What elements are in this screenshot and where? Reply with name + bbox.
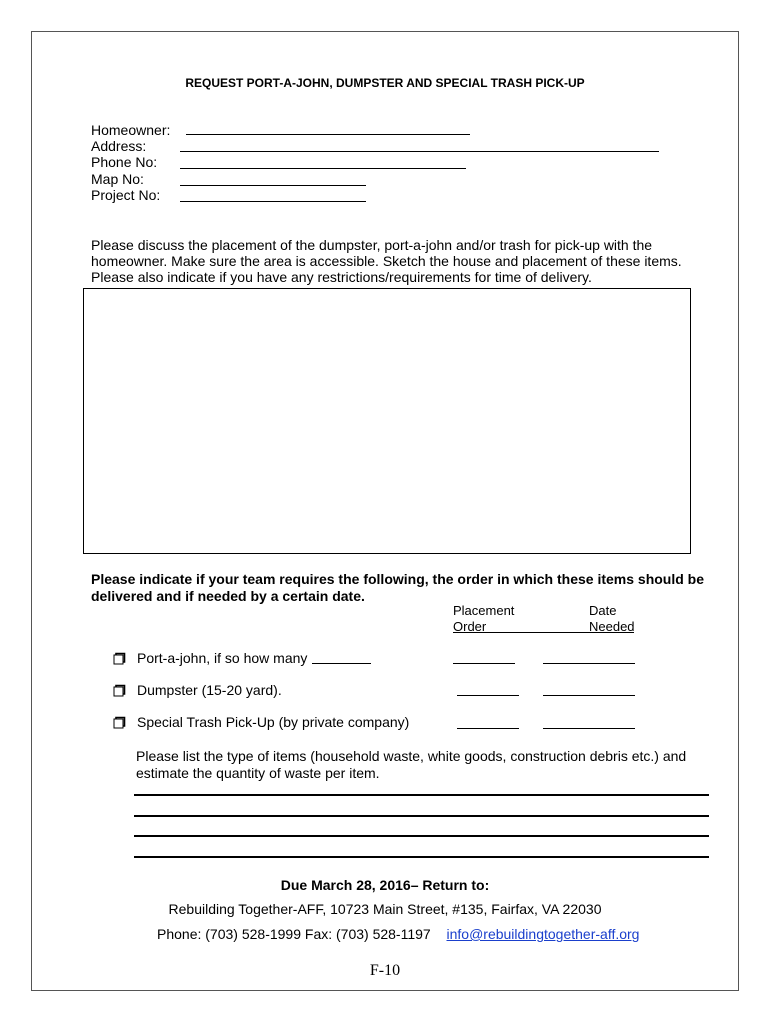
requirements-heading-1: Please indicate if your team requires the following, the order in which these items should be <box>91 571 705 587</box>
form-title: REQUEST PORT-A-JOHN, DUMPSTER AND SPECIAL TRASH PICK-UP <box>185 76 585 90</box>
map-field[interactable] <box>180 185 366 186</box>
waste-list-line-2[interactable] <box>134 815 709 817</box>
column-header-underline <box>453 632 634 633</box>
item-special-trash: Special Trash Pick-Up (by private company) <box>137 714 410 730</box>
phone-field[interactable] <box>180 168 466 169</box>
item-port-a-john: Port-a-john, if so how many <box>137 650 308 666</box>
special-trash-checkbox[interactable] <box>113 716 126 729</box>
map-label: Map No: <box>91 171 144 187</box>
col-placement-label-1: Placement <box>453 603 515 618</box>
waste-list-line-3[interactable] <box>134 835 709 837</box>
instructions-line-1: Please discuss the placement of the dumpster, port-a-john and/or trash for pick-up with the <box>91 237 653 253</box>
contact-line <box>157 926 639 942</box>
requirements-heading-2: delivered and if needed by a certain date. <box>91 588 365 604</box>
list-instructions-1: Please list the type of items (household waste, white goods, construction debris etc.) and <box>136 748 687 764</box>
page-number: F-10 <box>369 962 401 979</box>
port-a-john-quantity-field[interactable] <box>312 663 371 664</box>
homeowner-label: Homeowner: <box>91 122 171 138</box>
item-dumpster: Dumpster (15-20 yard). <box>137 682 282 698</box>
col-date-label-1: Date <box>589 603 617 618</box>
due-date: Due March 28, 2016– Return to: <box>280 877 490 893</box>
dumpster-order-field[interactable] <box>457 695 519 696</box>
dumpster-checkbox[interactable] <box>113 684 126 697</box>
instructions-line-3: Please also indicate if you have any restrictions/requirements for time of delivery. <box>91 269 592 285</box>
waste-list-line-4[interactable] <box>134 856 709 858</box>
checkbox-icon <box>113 652 126 665</box>
project-field[interactable] <box>180 201 366 202</box>
port-a-john-order-field[interactable] <box>453 663 515 664</box>
col-date-label-2: Needed <box>589 619 635 634</box>
address-field[interactable] <box>180 151 659 152</box>
checkbox-icon <box>113 684 126 697</box>
col-placement-label-2: Order <box>453 619 487 634</box>
sketch-area[interactable] <box>83 288 691 554</box>
instructions-line-2: homeowner. Make sure the area is accessible. Sketch the house and placement of these items. <box>91 253 682 269</box>
homeowner-field[interactable] <box>186 134 470 135</box>
port-a-john-date-field[interactable] <box>543 663 635 664</box>
list-instructions-2: estimate the quantity of waste per item. <box>136 765 380 781</box>
checkbox-icon <box>113 716 126 729</box>
waste-list-line-1[interactable] <box>134 794 709 796</box>
address-label: Address: <box>91 138 147 154</box>
return-address: Rebuilding Together-AFF, 10723 Main Street, #135, Fairfax, VA 22030 <box>168 901 602 917</box>
phone-label: Phone No: <box>91 154 158 170</box>
special-trash-date-field[interactable] <box>543 728 635 729</box>
contact-phone-fax: Phone: (703) 528-1999 Fax: (703) 528-1197 <box>157 926 431 942</box>
contact-email-link[interactable]: info@rebuildingtogether-aff.org <box>446 926 640 942</box>
port-a-john-checkbox[interactable] <box>113 652 126 665</box>
dumpster-date-field[interactable] <box>543 695 635 696</box>
special-trash-order-field[interactable] <box>457 728 519 729</box>
project-label: Project No: <box>91 187 161 203</box>
